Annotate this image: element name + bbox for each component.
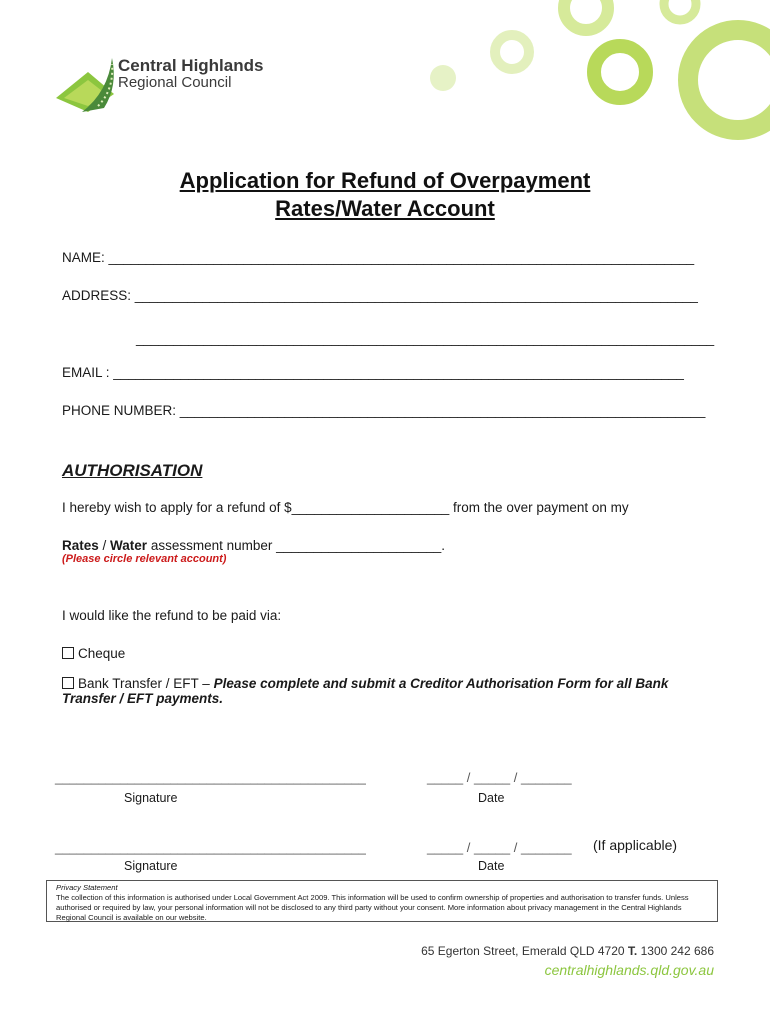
bank-transfer-note-line2: Transfer / EFT payments. <box>62 691 224 706</box>
slash: / <box>98 538 111 553</box>
privacy-text: The collection of this information is authorised under Local Government Act 2009. This information will be used to confirm ownership of properties and authorisation to transfer funds. Unless authorised or required by law, your personal information will not be disclosed to any third party without your consent. More information about privacy management in the Central Highlands Regional Council is available on our website. <box>56 893 689 922</box>
email-field[interactable]: EMAIL : ____________________________________________________________________________ <box>62 365 684 380</box>
cheque-option[interactable] <box>62 646 125 661</box>
signature-line-2[interactable]: ___________________________________________ <box>55 840 366 855</box>
phone-number: 1300 242 686 <box>640 944 714 958</box>
assessment-number-line[interactable] <box>62 538 445 553</box>
footer-website[interactable]: centralhighlands.qld.gov.au <box>544 962 714 978</box>
phone-label: T. <box>627 944 638 958</box>
paid-via-text: I would like the refund to be paid via: <box>62 608 282 623</box>
circle-top <box>564 0 608 30</box>
date-line-2[interactable]: _____ / _____ / _______ <box>427 840 572 855</box>
footer-address <box>421 944 714 958</box>
if-applicable-note: (If applicable) <box>593 837 678 853</box>
cheque-checkbox[interactable] <box>62 647 74 659</box>
signature-line-1[interactable]: ___________________________________________ <box>55 770 366 785</box>
privacy-heading: Privacy Statement <box>56 883 118 892</box>
signature-label-2: Signature <box>124 859 178 873</box>
phone-field[interactable]: PHONE NUMBER: ______________________________________________________________________ <box>62 403 706 418</box>
authorisation-heading: AUTHORISATION <box>62 461 203 480</box>
bank-transfer-note: Please complete and submit a Creditor Authorisation Form for all Bank <box>213 676 669 691</box>
street-address: 65 Egerton Street, Emerald QLD 4720 <box>421 944 625 958</box>
signature-label-1: Signature <box>124 791 178 805</box>
circle-mid <box>495 35 529 69</box>
date-label-1: Date <box>478 791 505 805</box>
date-line-1[interactable]: _____ / _____ / _______ <box>427 770 572 785</box>
circle-account-note: (Please circle relevant account) <box>62 553 227 565</box>
cheque-label: Cheque <box>78 646 126 661</box>
address-field-line2[interactable]: _____________________________________________________________________________ <box>136 331 715 346</box>
privacy-statement <box>46 880 718 922</box>
date-label-2: Date <box>478 859 505 873</box>
name-field[interactable]: NAME: ______________________________________________________________________________ <box>62 250 695 265</box>
address-field[interactable]: ADDRESS: ___________________________________________________________________________ <box>62 288 698 303</box>
circle-dot <box>430 65 456 91</box>
circle-ring <box>594 46 646 98</box>
org-subname: Regional Council <box>118 74 232 91</box>
org-name: Central Highlands <box>118 56 264 75</box>
bank-transfer-option[interactable] <box>62 676 668 691</box>
assessment-text: assessment number ______________________. <box>147 538 446 553</box>
bank-transfer-checkbox[interactable] <box>62 677 74 689</box>
page-title: Application for Refund of Overpayment <box>179 168 591 193</box>
rates-label: Rates <box>62 538 99 553</box>
page-subtitle: Rates/Water Account <box>275 196 495 221</box>
water-label: Water <box>110 538 148 553</box>
bank-transfer-label: Bank Transfer / EFT – <box>78 676 214 691</box>
circle-upper-right <box>664 0 696 20</box>
refund-amount-line[interactable]: I hereby wish to apply for a refund of $_____________________ from the over payment on my <box>62 500 629 515</box>
circle-large <box>688 30 770 130</box>
